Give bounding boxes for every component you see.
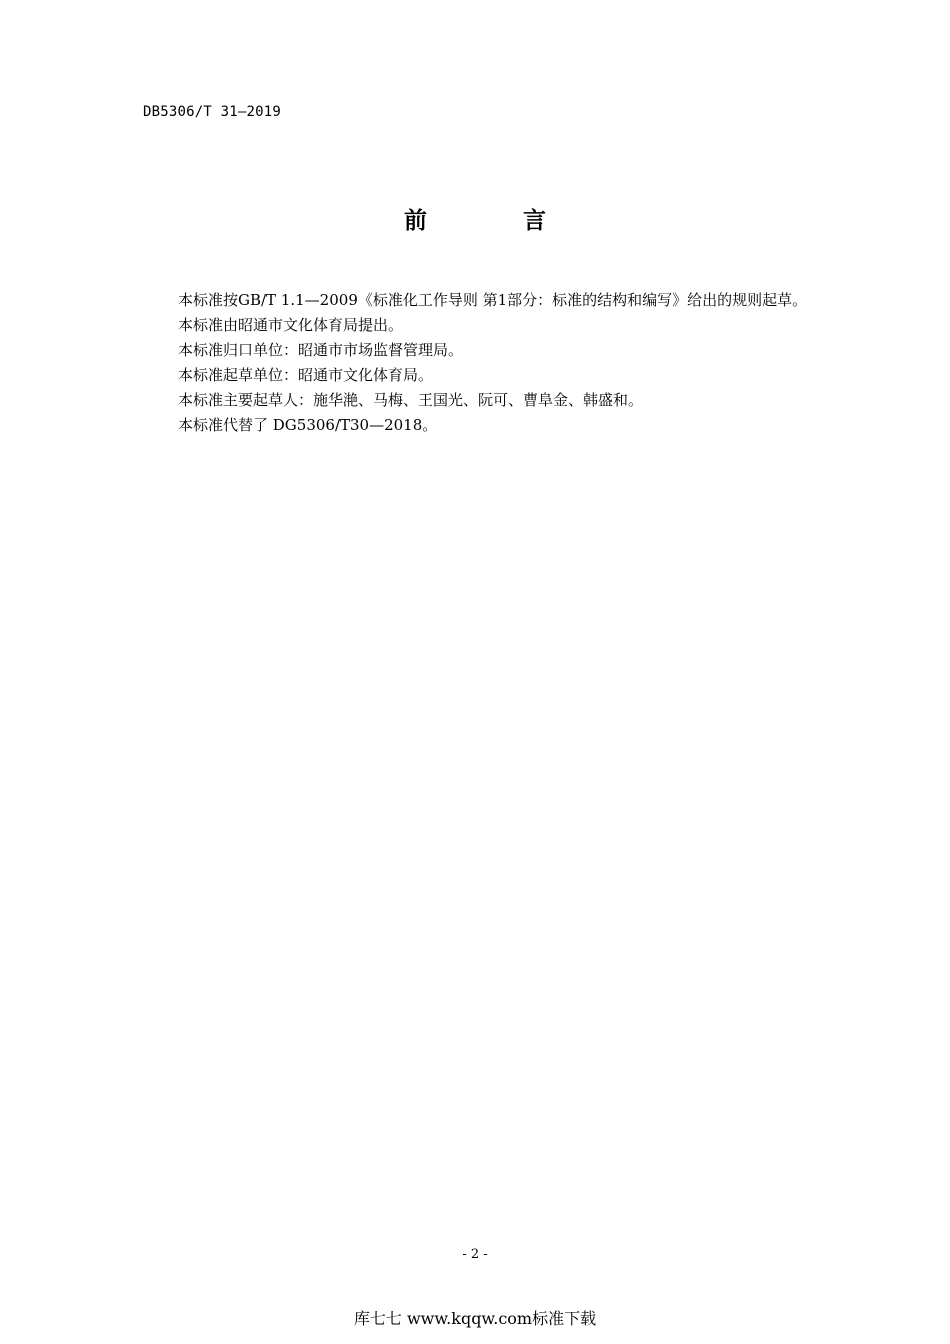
foreword-body — [143, 288, 809, 438]
paragraph-replaces: 本标准代替了 DG5306/T30—2018。 — [178, 416, 438, 434]
paragraph-proposer: 本标准由昭通市文化体育局提出。 — [178, 316, 404, 334]
paragraph-drafting-unit: 本标准起草单位：昭通市文化体育局。 — [178, 366, 434, 384]
site-watermark-text: 库七七 www.kqqw.com标准下载 — [353, 1309, 597, 1328]
page-number: - 2 - — [462, 1247, 488, 1262]
document-code: DB5306/T 31—2019 — [143, 104, 282, 120]
paragraph-drafting-rules: 本标准按GB/T 1.1—2009《标准化工作导则 第1部分：标准的结构和编写》给出的规则起草。 — [178, 291, 808, 309]
page-title: 前 言 — [403, 208, 590, 234]
paragraph-drafters: 本标准主要起草人：施华滟、马梅、王国光、阮可、曹阜金、韩盛和。 — [178, 391, 644, 409]
paragraph-responsible-unit: 本标准归口单位：昭通市市场监督管理局。 — [178, 341, 464, 359]
